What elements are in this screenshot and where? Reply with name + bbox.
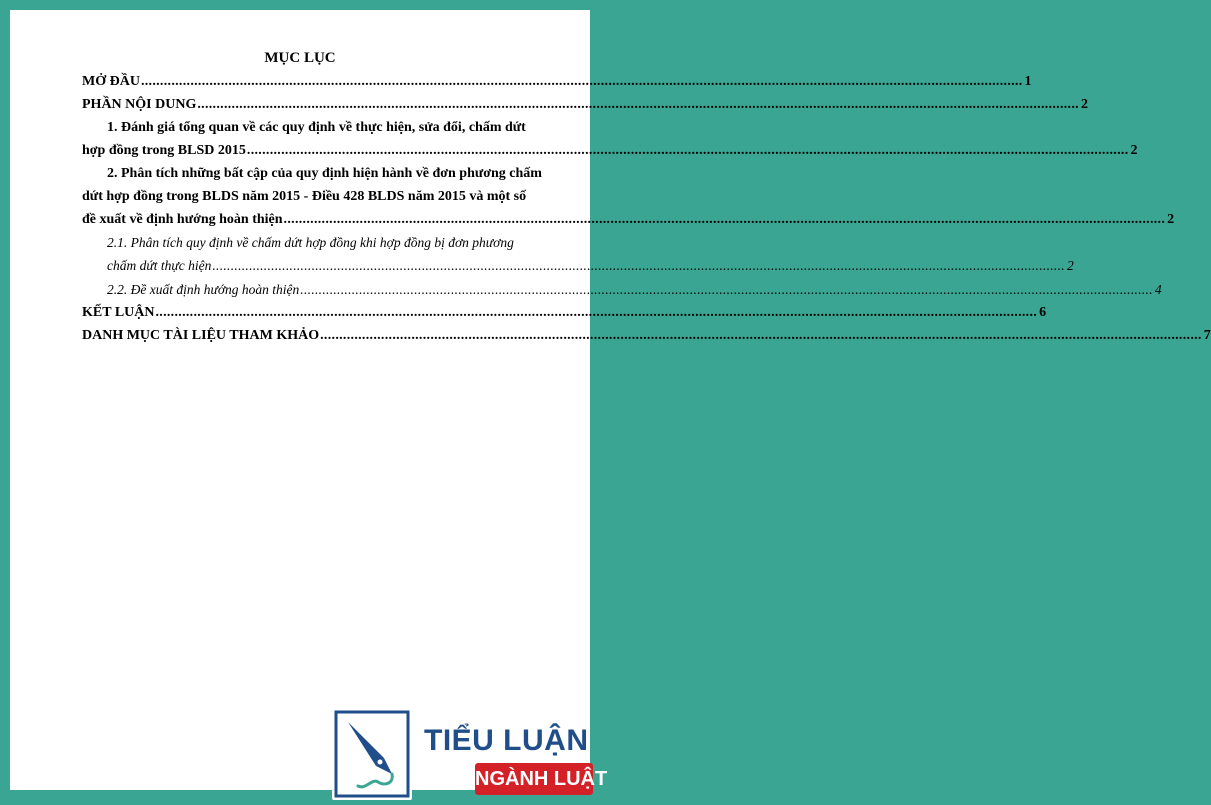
toc-entry-2-line1[interactable]: 2. Phân tích những bất cập của quy định hiện hành về đơn phương chấm — [107, 166, 542, 181]
toc-entry-label: MỞ ĐẦU — [82, 74, 140, 89]
toc-page-number: 2 — [1080, 97, 1088, 112]
toc-entry-label: đề xuất về định hướng hoàn thiện — [82, 212, 283, 227]
logo-subtitle: NGÀNH LUẬT — [475, 763, 593, 795]
toc-leader — [284, 211, 1166, 229]
toc-entry-2-1-line2[interactable] — [107, 257, 1074, 275]
toc-page-number: 1 — [1024, 74, 1032, 89]
toc-entry-label: chấm dứt thực hiện — [107, 258, 212, 273]
toc-entry-label: 2.2. Đề xuất định hướng hoàn thiện — [107, 282, 300, 297]
toc-leader — [300, 281, 1153, 299]
toc-entry-label: hợp đồng trong BLSD 2015 — [82, 143, 246, 158]
toc-entry-2-2[interactable] — [107, 281, 1162, 299]
toc-page-number: 6 — [1039, 305, 1047, 320]
toc-entry-phan-noi-dung[interactable] — [82, 96, 1088, 114]
brand-logo — [332, 708, 608, 800]
toc-entry-1-line1[interactable]: 1. Đánh giá tổng quan về các quy định về thực hiện, sửa đổi, chấm dứt — [107, 120, 526, 135]
toc-page-number: 2 — [1130, 143, 1138, 158]
toc-entry-2-line3[interactable] — [82, 211, 1175, 229]
toc-entry-mo-dau[interactable] — [82, 73, 1032, 91]
toc-entry-ket-luan[interactable] — [82, 304, 1047, 322]
toc-leader — [197, 96, 1079, 114]
toc-leader — [212, 257, 1065, 275]
toc-entry-danh-muc[interactable] — [82, 327, 1211, 345]
toc-leader — [247, 142, 1129, 160]
toc-leader — [141, 73, 1023, 91]
toc-entry-label: DANH MỤC TÀI LIỆU THAM KHẢO — [82, 328, 320, 343]
toc-page-number: 4 — [1154, 282, 1162, 297]
toc-leader — [155, 304, 1037, 322]
toc-page-number: 2 — [1066, 258, 1074, 273]
toc-entry-label: KẾT LUẬN — [82, 305, 155, 320]
toc-page-number: 7 — [1203, 328, 1211, 343]
toc-entry-label: PHẦN NỘI DUNG — [82, 97, 197, 112]
toc-entry-2-1-line1[interactable]: 2.1. Phân tích quy định về chấm dứt hợp đồng khi hợp đồng bị đơn phương — [107, 235, 514, 250]
logo-title: TIỂU LUẬN — [424, 724, 589, 757]
toc-entry-2-line2[interactable]: dứt hợp đồng trong BLDS năm 2015 - Điều 428 BLDS năm 2015 và một số — [82, 189, 527, 204]
document-page — [10, 10, 1211, 790]
pen-nib-icon — [332, 708, 412, 800]
toc-entry-1-line2[interactable] — [82, 142, 1138, 160]
toc-leader — [320, 327, 1202, 345]
toc-title: MỤC LỤC — [264, 50, 336, 66]
toc-page-number: 2 — [1167, 212, 1175, 227]
